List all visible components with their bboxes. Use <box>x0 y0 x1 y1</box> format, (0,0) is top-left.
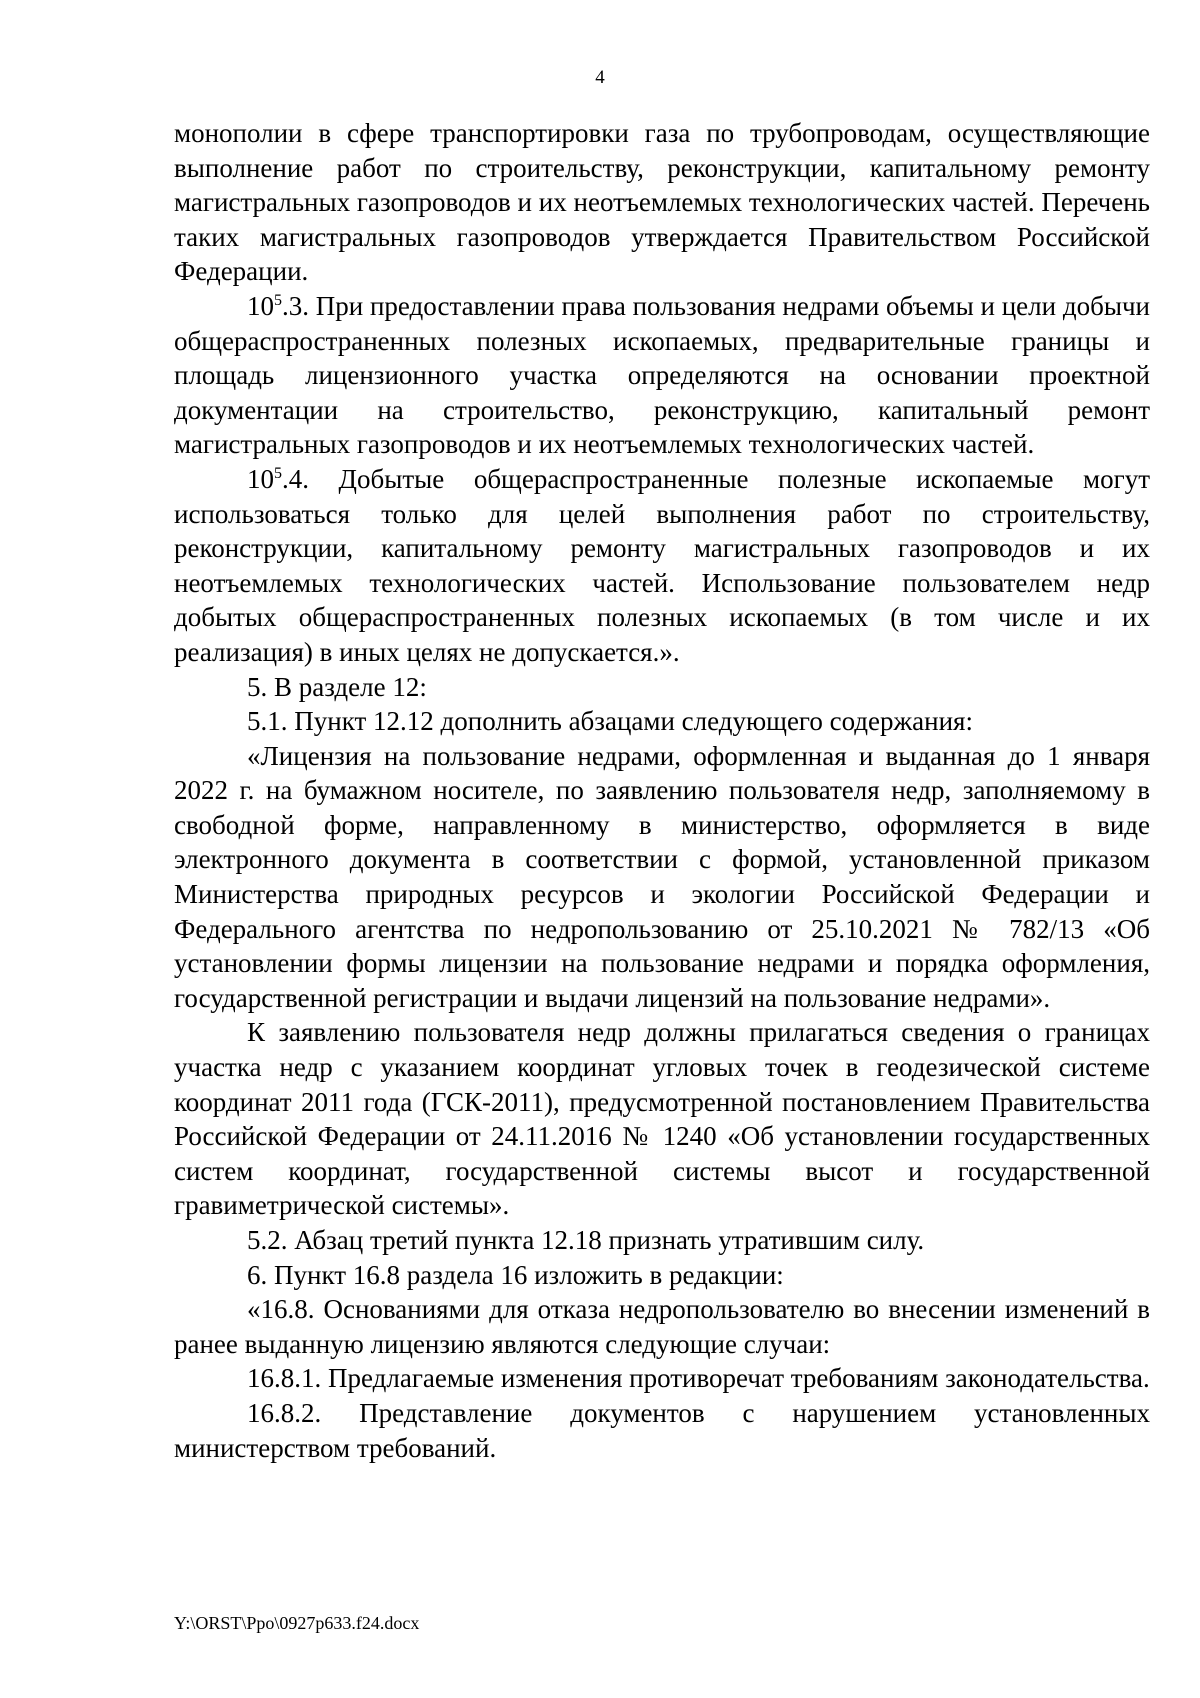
paragraph-10-5-4 <box>174 462 1150 670</box>
clause-number-base: 10 <box>247 290 274 321</box>
paragraph-16-8-2: 16.8.2. Представление документов с нарушением установленных министерством требований. <box>174 1397 1150 1463</box>
clause-number-superscript: 5 <box>274 464 282 482</box>
paragraph-6: 6. Пункт 16.8 раздела 16 изложить в редакции: <box>247 1259 784 1290</box>
paragraph-5-2: 5.2. Абзац третий пункта 12.18 признать утратившим силу. <box>247 1225 925 1255</box>
paragraph-monopoly: монополии в сфере транспортировки газа по трубопроводам, осуществляющие выполнение работ по строительству, реконструкции, капитальному ремонту магистральных газопроводов и их неотъемлемых технологических частей. Перечень таких магистральных газопроводов утверждается Правительством Российской Федерации. <box>174 118 1150 287</box>
clause-number-superscript: 5 <box>274 291 282 309</box>
paragraph-16-8: «16.8. Основаниями для отказа недропользователю во внесении изменений в ранее выданную лицензию являются следующие случаи: <box>174 1294 1150 1359</box>
clause-number-base: 10 <box>247 463 274 494</box>
paragraph-10-5-3 <box>174 289 1150 462</box>
paragraph-16-8-1: 16.8.1. Предлагаемые изменения противоречат требованиям законодательства. <box>247 1363 1150 1394</box>
clause-text: .4. Добытые общераспространенные полезные ископаемые могут использоваться только для целей выполнения работ по строительству, реконструкции, капитальному ремонту магистральных газопроводов и их неотъемлемых технологических частей. Использование пользователем недр добытых общераспространенных полезных ископаемых (в том числе и их реализация) в иных целях не допускается.». <box>174 463 1150 667</box>
page-number: 4 <box>595 67 605 88</box>
footer-file-path: Y:\ORST\Ppo\0927p633.f24.docx <box>174 1613 420 1633</box>
paragraph-boundaries: К заявлению пользователя недр должны прилагаться сведения о границах участка недр с указанием координат угловых точек в геодезической системе координат 2011 года (ГСК-2011), предусмотренной постановлением Правительства Российской Федерации от 24.11.2016 № 1240 «Об установлении государственных систем координат, государственной системы высот и государственной гравиметрической системы». <box>174 1017 1150 1221</box>
clause-text: .3. При предоставлении права пользования недрами объемы и цели добычи общераспространенных полезных ископаемых, предварительные границы и площадь лицензионного участка определяются на основании проектной документации на строительство, реконструкцию, капитальный ремонт магистральных газопроводов и их неотъемлемых технологических частей. <box>174 290 1150 460</box>
heading-section-12: 5. В разделе 12: <box>247 671 427 702</box>
paragraph-license-quote: «Лицензия на пользование недрами, оформленная и выданная до 1 января 2022 г. на бумажном носителе, по заявлению пользователя недр, заполняемому в свободной форме, направленному в министерство, оформляется в виде электронного документа в соответствии с формой, установленной приказом Министерства природных ресурсов и экологии Российской Федерации и Федерального агентства по недропользованию от 25.10.2021 № 782/13 «Об установлении формы лицензии на пользование недрами и порядка оформления, государственной регистрации и выдачи лицензий на пользование недрами». <box>174 740 1150 1013</box>
document-body <box>174 116 1150 1465</box>
paragraph-5-1: 5.1. Пункт 12.12 дополнить абзацами следующего содержания: <box>247 706 973 737</box>
